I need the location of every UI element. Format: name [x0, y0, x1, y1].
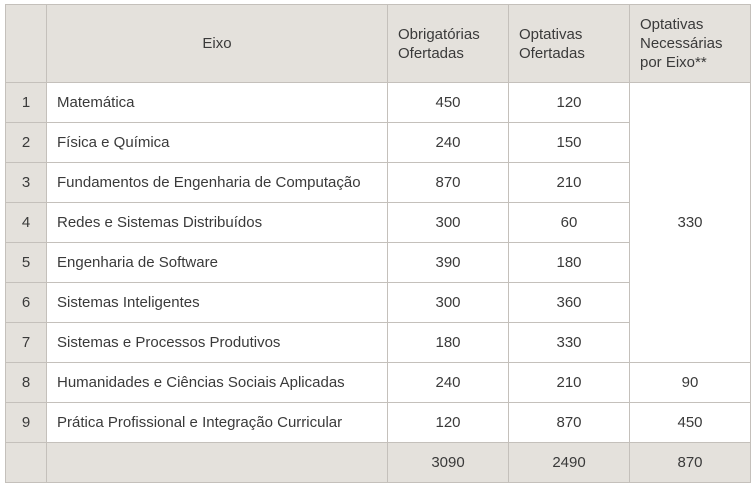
obrigatorias-value: 300 — [388, 203, 509, 243]
obrigatorias-value: 180 — [388, 323, 509, 363]
total-necessarias: 870 — [630, 443, 751, 483]
row-number: 6 — [6, 283, 47, 323]
optativas-value: 180 — [509, 243, 630, 283]
optativas-value: 330 — [509, 323, 630, 363]
totals-label-cell — [47, 443, 388, 483]
eixo-name: Redes e Sistemas Distribuídos — [47, 203, 388, 243]
eixo-name: Física e Química — [47, 123, 388, 163]
row-number: 9 — [6, 403, 47, 443]
obrigatorias-value: 390 — [388, 243, 509, 283]
header-eixo: Eixo — [47, 5, 388, 83]
optativas-value: 150 — [509, 123, 630, 163]
total-obrigatorias: 3090 — [388, 443, 509, 483]
row-number: 5 — [6, 243, 47, 283]
table-row — [6, 403, 751, 443]
header-index — [6, 5, 47, 83]
optativas-value: 120 — [509, 83, 630, 123]
optativas-value: 870 — [509, 403, 630, 443]
obrigatorias-value: 240 — [388, 363, 509, 403]
obrigatorias-value: 300 — [388, 283, 509, 323]
row-number: 1 — [6, 83, 47, 123]
obrigatorias-value: 870 — [388, 163, 509, 203]
row-number: 2 — [6, 123, 47, 163]
eixo-name: Matemática — [47, 83, 388, 123]
row-number: 8 — [6, 363, 47, 403]
obrigatorias-value: 450 — [388, 83, 509, 123]
eixo-name: Engenharia de Software — [47, 243, 388, 283]
total-optativas: 2490 — [509, 443, 630, 483]
obrigatorias-value: 120 — [388, 403, 509, 443]
eixo-name: Prática Profissional e Integração Curricular — [47, 403, 388, 443]
table-row — [6, 83, 751, 123]
eixo-name: Fundamentos de Engenharia de Computação — [47, 163, 388, 203]
curriculum-table — [5, 4, 751, 483]
necessarias-value: 90 — [630, 363, 751, 403]
totals-index-cell — [6, 443, 47, 483]
eixo-name: Humanidades e Ciências Sociais Aplicadas — [47, 363, 388, 403]
curriculum-table-container — [5, 4, 751, 483]
optativas-value: 60 — [509, 203, 630, 243]
optativas-value: 360 — [509, 283, 630, 323]
totals-row — [6, 443, 751, 483]
row-number: 7 — [6, 323, 47, 363]
optativas-value: 210 — [509, 363, 630, 403]
obrigatorias-value: 240 — [388, 123, 509, 163]
header-obrigatorias: Obrigatórias Ofertadas — [388, 5, 509, 83]
row-number: 4 — [6, 203, 47, 243]
optativas-value: 210 — [509, 163, 630, 203]
table-row — [6, 363, 751, 403]
eixo-name: Sistemas e Processos Produtivos — [47, 323, 388, 363]
header-optativas-necessarias: Optativas Necessárias por Eixo** — [630, 5, 751, 83]
necessarias-merged-value: 330 — [630, 83, 751, 363]
header-row — [6, 5, 751, 83]
eixo-name: Sistemas Inteligentes — [47, 283, 388, 323]
row-number: 3 — [6, 163, 47, 203]
header-optativas: Optativas Ofertadas — [509, 5, 630, 83]
necessarias-value: 450 — [630, 403, 751, 443]
